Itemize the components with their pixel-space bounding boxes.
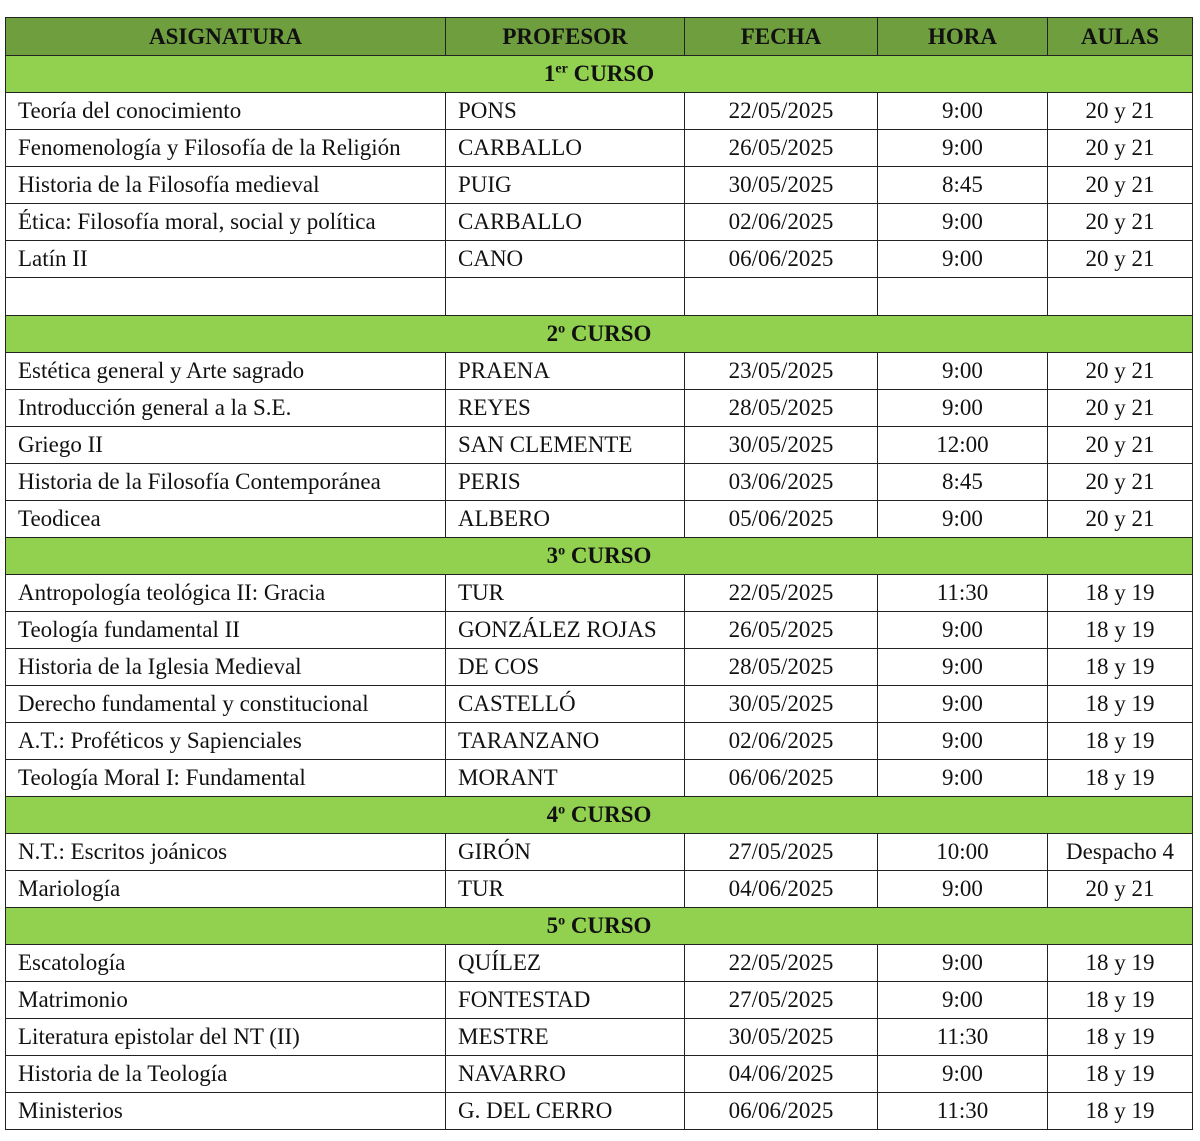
cell-profesor: SAN CLEMENTE [446,427,685,464]
cell-hora: 9:00 [878,686,1048,723]
section-title: 1er CURSO [6,56,1193,93]
cell-profesor: CARBALLO [446,204,685,241]
cell-hora: 8:45 [878,167,1048,204]
header-asignatura: ASIGNATURA [6,18,446,56]
table-row [6,982,1193,1019]
cell-aulas: 18 y 19 [1048,1056,1193,1093]
section-title: 4$^o$ CURSO [6,797,1193,834]
cell-hora: 9:00 [878,353,1048,390]
cell-fecha: 23/05/2025 [685,353,878,390]
cell-aulas: 18 y 19 [1048,723,1193,760]
empty-row [6,278,1193,316]
cell-asignatura: Historia de la Filosofía Contemporánea [6,464,446,501]
cell-hora: 9:00 [878,93,1048,130]
cell-fecha: 30/05/2025 [685,1019,878,1056]
cell-hora: 9:00 [878,760,1048,797]
table-row [6,649,1193,686]
cell-aulas: 18 y 19 [1048,575,1193,612]
table-row [6,686,1193,723]
cell-hora: 9:00 [878,130,1048,167]
table-row [6,871,1193,908]
cell-asignatura: Matrimonio [6,982,446,1019]
cell-fecha: 02/06/2025 [685,204,878,241]
cell-fecha: 04/06/2025 [685,1056,878,1093]
cell-aulas: 20 y 21 [1048,167,1193,204]
header-profesor: PROFESOR [446,18,685,56]
section-row [6,56,1193,93]
table-row [6,1093,1193,1130]
table-row [6,167,1193,204]
cell-profesor [446,278,685,316]
cell-aulas: 20 y 21 [1048,464,1193,501]
cell-profesor: G. DEL CERRO [446,1093,685,1130]
header-fecha: FECHA [685,18,878,56]
cell-asignatura: Introducción general a la S.E. [6,390,446,427]
cell-asignatura: Griego II [6,427,446,464]
cell-fecha: 22/05/2025 [685,93,878,130]
section-title: 2$^o$ CURSO [6,316,1193,353]
cell-fecha: 26/05/2025 [685,612,878,649]
table-row [6,945,1193,982]
cell-hora: 9:00 [878,649,1048,686]
cell-hora: 8:45 [878,464,1048,501]
cell-profesor: MORANT [446,760,685,797]
cell-asignatura: Historia de la Iglesia Medieval [6,649,446,686]
cell-aulas: 18 y 19 [1048,1093,1193,1130]
cell-asignatura: Derecho fundamental y constitucional [6,686,446,723]
cell-asignatura: Antropología teológica II: Gracia [6,575,446,612]
cell-hora [878,278,1048,316]
cell-aulas: 18 y 19 [1048,649,1193,686]
cell-fecha: 05/06/2025 [685,501,878,538]
cell-fecha: 06/06/2025 [685,760,878,797]
cell-asignatura: Latín II [6,241,446,278]
cell-asignatura: Teodicea [6,501,446,538]
table-row [6,501,1193,538]
cell-hora: 9:00 [878,204,1048,241]
cell-aulas: 18 y 19 [1048,1019,1193,1056]
cell-hora: 9:00 [878,871,1048,908]
cell-hora: 12:00 [878,427,1048,464]
cell-asignatura: Mariología [6,871,446,908]
cell-profesor: GIRÓN [446,834,685,871]
cell-hora: 11:30 [878,1093,1048,1130]
cell-hora: 9:00 [878,723,1048,760]
cell-profesor: TUR [446,575,685,612]
cell-profesor: DE COS [446,649,685,686]
table-row [6,204,1193,241]
cell-asignatura: Teología fundamental II [6,612,446,649]
cell-profesor: GONZÁLEZ ROJAS [446,612,685,649]
cell-fecha: 22/05/2025 [685,945,878,982]
cell-fecha: 28/05/2025 [685,390,878,427]
cell-hora: 11:30 [878,1019,1048,1056]
table-row [6,1019,1193,1056]
cell-aulas: 18 y 19 [1048,612,1193,649]
exam-schedule-table [5,17,1193,1130]
cell-profesor: CARBALLO [446,130,685,167]
table-row [6,427,1193,464]
cell-profesor: PUIG [446,167,685,204]
cell-asignatura: Historia de la Filosofía medieval [6,167,446,204]
table-row [6,390,1193,427]
cell-asignatura [6,278,446,316]
cell-aulas: 20 y 21 [1048,501,1193,538]
cell-asignatura: Ministerios [6,1093,446,1130]
cell-aulas: 18 y 19 [1048,686,1193,723]
cell-profesor: CASTELLÓ [446,686,685,723]
table-row [6,464,1193,501]
cell-fecha: 22/05/2025 [685,575,878,612]
cell-asignatura: Teología Moral I: Fundamental [6,760,446,797]
section-row [6,908,1193,945]
cell-fecha: 06/06/2025 [685,1093,878,1130]
header-aulas: AULAS [1048,18,1193,56]
table-row [6,93,1193,130]
cell-asignatura: Historia de la Teología [6,1056,446,1093]
cell-profesor: REYES [446,390,685,427]
table-row [6,575,1193,612]
cell-profesor: PERIS [446,464,685,501]
cell-asignatura: Teoría del conocimiento [6,93,446,130]
cell-fecha: 27/05/2025 [685,834,878,871]
cell-aulas: 20 y 21 [1048,204,1193,241]
cell-hora: 9:00 [878,390,1048,427]
cell-aulas: 20 y 21 [1048,427,1193,464]
cell-profesor: CANO [446,241,685,278]
cell-aulas: Despacho 4 [1048,834,1193,871]
section-title: 5$^o$ CURSO [6,908,1193,945]
cell-profesor: TARANZANO [446,723,685,760]
cell-fecha: 04/06/2025 [685,871,878,908]
cell-fecha: 03/06/2025 [685,464,878,501]
section-row [6,316,1193,353]
cell-hora: 9:00 [878,241,1048,278]
cell-hora: 11:30 [878,575,1048,612]
table-row [6,834,1193,871]
cell-profesor: PONS [446,93,685,130]
cell-profesor: FONTESTAD [446,982,685,1019]
cell-asignatura: Literatura epistolar del NT (II) [6,1019,446,1056]
table-row [6,612,1193,649]
cell-profesor: NAVARRO [446,1056,685,1093]
cell-asignatura: Ética: Filosofía moral, social y política [6,204,446,241]
section-title: 3$^o$ CURSO [6,538,1193,575]
cell-profesor: PRAENA [446,353,685,390]
cell-profesor: ALBERO [446,501,685,538]
cell-hora: 9:00 [878,1056,1048,1093]
cell-fecha: 28/05/2025 [685,649,878,686]
cell-aulas: 18 y 19 [1048,945,1193,982]
section-row [6,797,1193,834]
table-row [6,723,1193,760]
cell-asignatura: A.T.: Proféticos y Sapienciales [6,723,446,760]
cell-aulas: 20 y 21 [1048,871,1193,908]
cell-fecha: 30/05/2025 [685,686,878,723]
section-row [6,538,1193,575]
cell-profesor: QUÍLEZ [446,945,685,982]
cell-aulas: 20 y 21 [1048,390,1193,427]
cell-asignatura: N.T.: Escritos joánicos [6,834,446,871]
cell-aulas: 18 y 19 [1048,760,1193,797]
cell-aulas: 20 y 21 [1048,353,1193,390]
cell-aulas: 20 y 21 [1048,241,1193,278]
table-row [6,130,1193,167]
cell-hora: 9:00 [878,982,1048,1019]
table-row [6,353,1193,390]
cell-asignatura: Fenomenología y Filosofía de la Religión [6,130,446,167]
header-hora: HORA [878,18,1048,56]
cell-asignatura: Estética general y Arte sagrado [6,353,446,390]
table-row [6,1056,1193,1093]
table-row [6,241,1193,278]
cell-fecha: 30/05/2025 [685,427,878,464]
cell-fecha: 27/05/2025 [685,982,878,1019]
cell-hora: 9:00 [878,945,1048,982]
cell-hora: 10:00 [878,834,1048,871]
cell-fecha: 30/05/2025 [685,167,878,204]
cell-aulas [1048,278,1193,316]
cell-fecha: 02/06/2025 [685,723,878,760]
cell-hora: 9:00 [878,501,1048,538]
cell-aulas: 20 y 21 [1048,130,1193,167]
header-row [6,18,1193,56]
cell-asignatura: Escatología [6,945,446,982]
cell-aulas: 20 y 21 [1048,93,1193,130]
cell-fecha: 06/06/2025 [685,241,878,278]
cell-fecha [685,278,878,316]
cell-profesor: TUR [446,871,685,908]
cell-aulas: 18 y 19 [1048,982,1193,1019]
cell-hora: 9:00 [878,612,1048,649]
cell-fecha: 26/05/2025 [685,130,878,167]
table-row [6,760,1193,797]
cell-profesor: MESTRE [446,1019,685,1056]
